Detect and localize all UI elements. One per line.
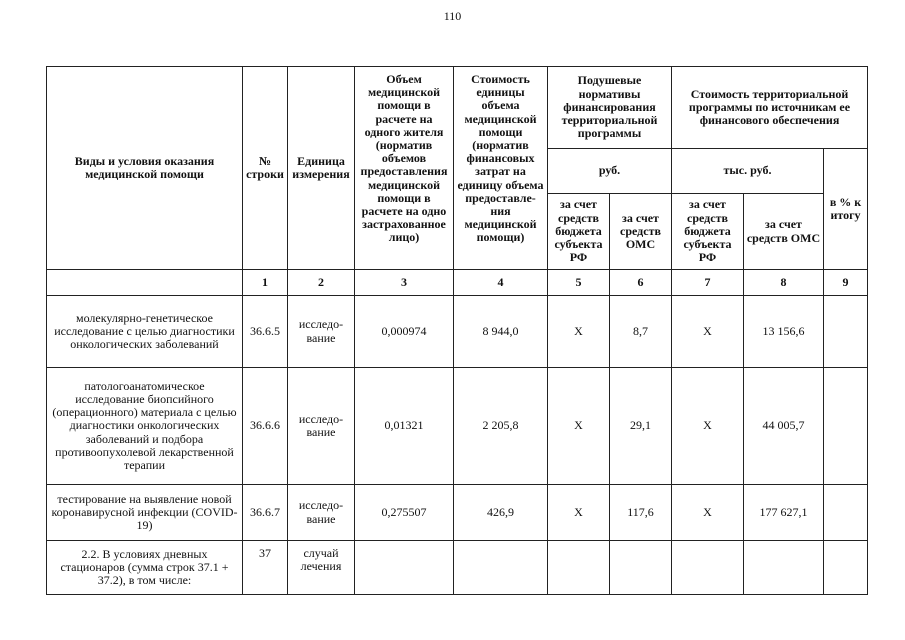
column-number: 8 [744, 270, 824, 296]
header-per-capita-norms: Подушевые нормативы финансирования территориальной программы [548, 67, 672, 149]
row-cost-oms: 13 156,6 [744, 296, 824, 368]
row-volume [355, 541, 454, 595]
row-unit-cost: 8 944,0 [454, 296, 548, 368]
row-percent [824, 541, 868, 595]
header-cost-budget: за счет средств бюджета субъекта РФ [672, 194, 744, 270]
table-row [47, 541, 868, 595]
table-row [47, 368, 868, 485]
row-label: патологоанатомическое исследование биопсийного (операционного) материала с целью диагностики онкологических заболеваний и подбора противоопухолевой лекарственной терапии [47, 368, 243, 485]
row-norm-oms: 8,7 [610, 296, 672, 368]
row-cost-budget: Х [672, 485, 744, 541]
row-volume: 0,275507 [355, 485, 454, 541]
header-care-type: Виды и условия оказания медицинской помощи [47, 67, 243, 270]
row-percent [824, 296, 868, 368]
row-norm-oms: 117,6 [610, 485, 672, 541]
column-number: 1 [243, 270, 288, 296]
row-unit-cost: 2 205,8 [454, 368, 548, 485]
column-number-row [47, 270, 868, 296]
row-unit-cost [454, 541, 548, 595]
column-number: 6 [610, 270, 672, 296]
row-unit: исследо-вание [288, 485, 355, 541]
row-cost-oms [744, 541, 824, 595]
table-row [47, 485, 868, 541]
row-label: тестирование на выявление новой коронавирусной инфекции (COVID-19) [47, 485, 243, 541]
row-volume: 0,000974 [355, 296, 454, 368]
row-volume: 0,01321 [355, 368, 454, 485]
header-unit-cost: Стоимость единицы объема медицинской помощи (норматив финансовых затрат на единицу объема предоставле-ния медицинской помощи) [454, 67, 548, 270]
header-norm-oms: за счет средств ОМС [610, 194, 672, 270]
row-unit: исследо-вание [288, 296, 355, 368]
column-number: 5 [548, 270, 610, 296]
row-cost-budget [672, 541, 744, 595]
header-line-number: № строки [243, 67, 288, 270]
medical-care-table [46, 66, 868, 595]
column-number: 3 [355, 270, 454, 296]
column-number: 4 [454, 270, 548, 296]
row-cost-budget: Х [672, 368, 744, 485]
header-thousand-rub: тыс. руб. [672, 149, 824, 194]
page-number: 110 [443, 9, 462, 23]
header-unit: Единица измерения [288, 67, 355, 270]
row-unit: случай лечения [288, 541, 355, 595]
row-norm-budget: Х [548, 296, 610, 368]
header-row-1 [47, 67, 868, 149]
row-norm-budget: Х [548, 485, 610, 541]
header-volume: Объем медицинской помощи в расчете на одного жителя (норматив объемов предоставления медицинской помощи в расчете на одно застрахованное лицо) [355, 67, 454, 270]
column-number: 9 [824, 270, 868, 296]
column-number: 2 [288, 270, 355, 296]
column-number-blank [47, 270, 243, 296]
row-line-number: 36.6.7 [243, 485, 288, 541]
header-cost-oms: за счет средств ОМС [744, 194, 824, 270]
header-norm-budget: за счет средств бюджета субъекта РФ [548, 194, 610, 270]
header-rub: руб. [548, 149, 672, 194]
row-cost-oms: 44 005,7 [744, 368, 824, 485]
header-program-cost: Стоимость территориальной программы по источникам ее финансового обеспечения [672, 67, 868, 149]
row-line-number: 37 [243, 541, 288, 595]
row-cost-budget: Х [672, 296, 744, 368]
row-unit-cost: 426,9 [454, 485, 548, 541]
header-percent: в % к итогу [824, 149, 868, 270]
column-number: 7 [672, 270, 744, 296]
row-percent [824, 485, 868, 541]
row-norm-budget [548, 541, 610, 595]
row-norm-oms: 29,1 [610, 368, 672, 485]
row-cost-oms: 177 627,1 [744, 485, 824, 541]
row-unit: исследо-вание [288, 368, 355, 485]
row-norm-oms [610, 541, 672, 595]
row-line-number: 36.6.5 [243, 296, 288, 368]
row-percent [824, 368, 868, 485]
row-norm-budget: Х [548, 368, 610, 485]
row-label: молекулярно-генетическое исследование с целью диагностики онкологических заболеваний [47, 296, 243, 368]
table-row [47, 296, 868, 368]
row-label: 2.2. В условиях дневных стационаров (сумма строк 37.1 + 37.2), в том числе: [47, 541, 243, 595]
row-line-number: 36.6.6 [243, 368, 288, 485]
